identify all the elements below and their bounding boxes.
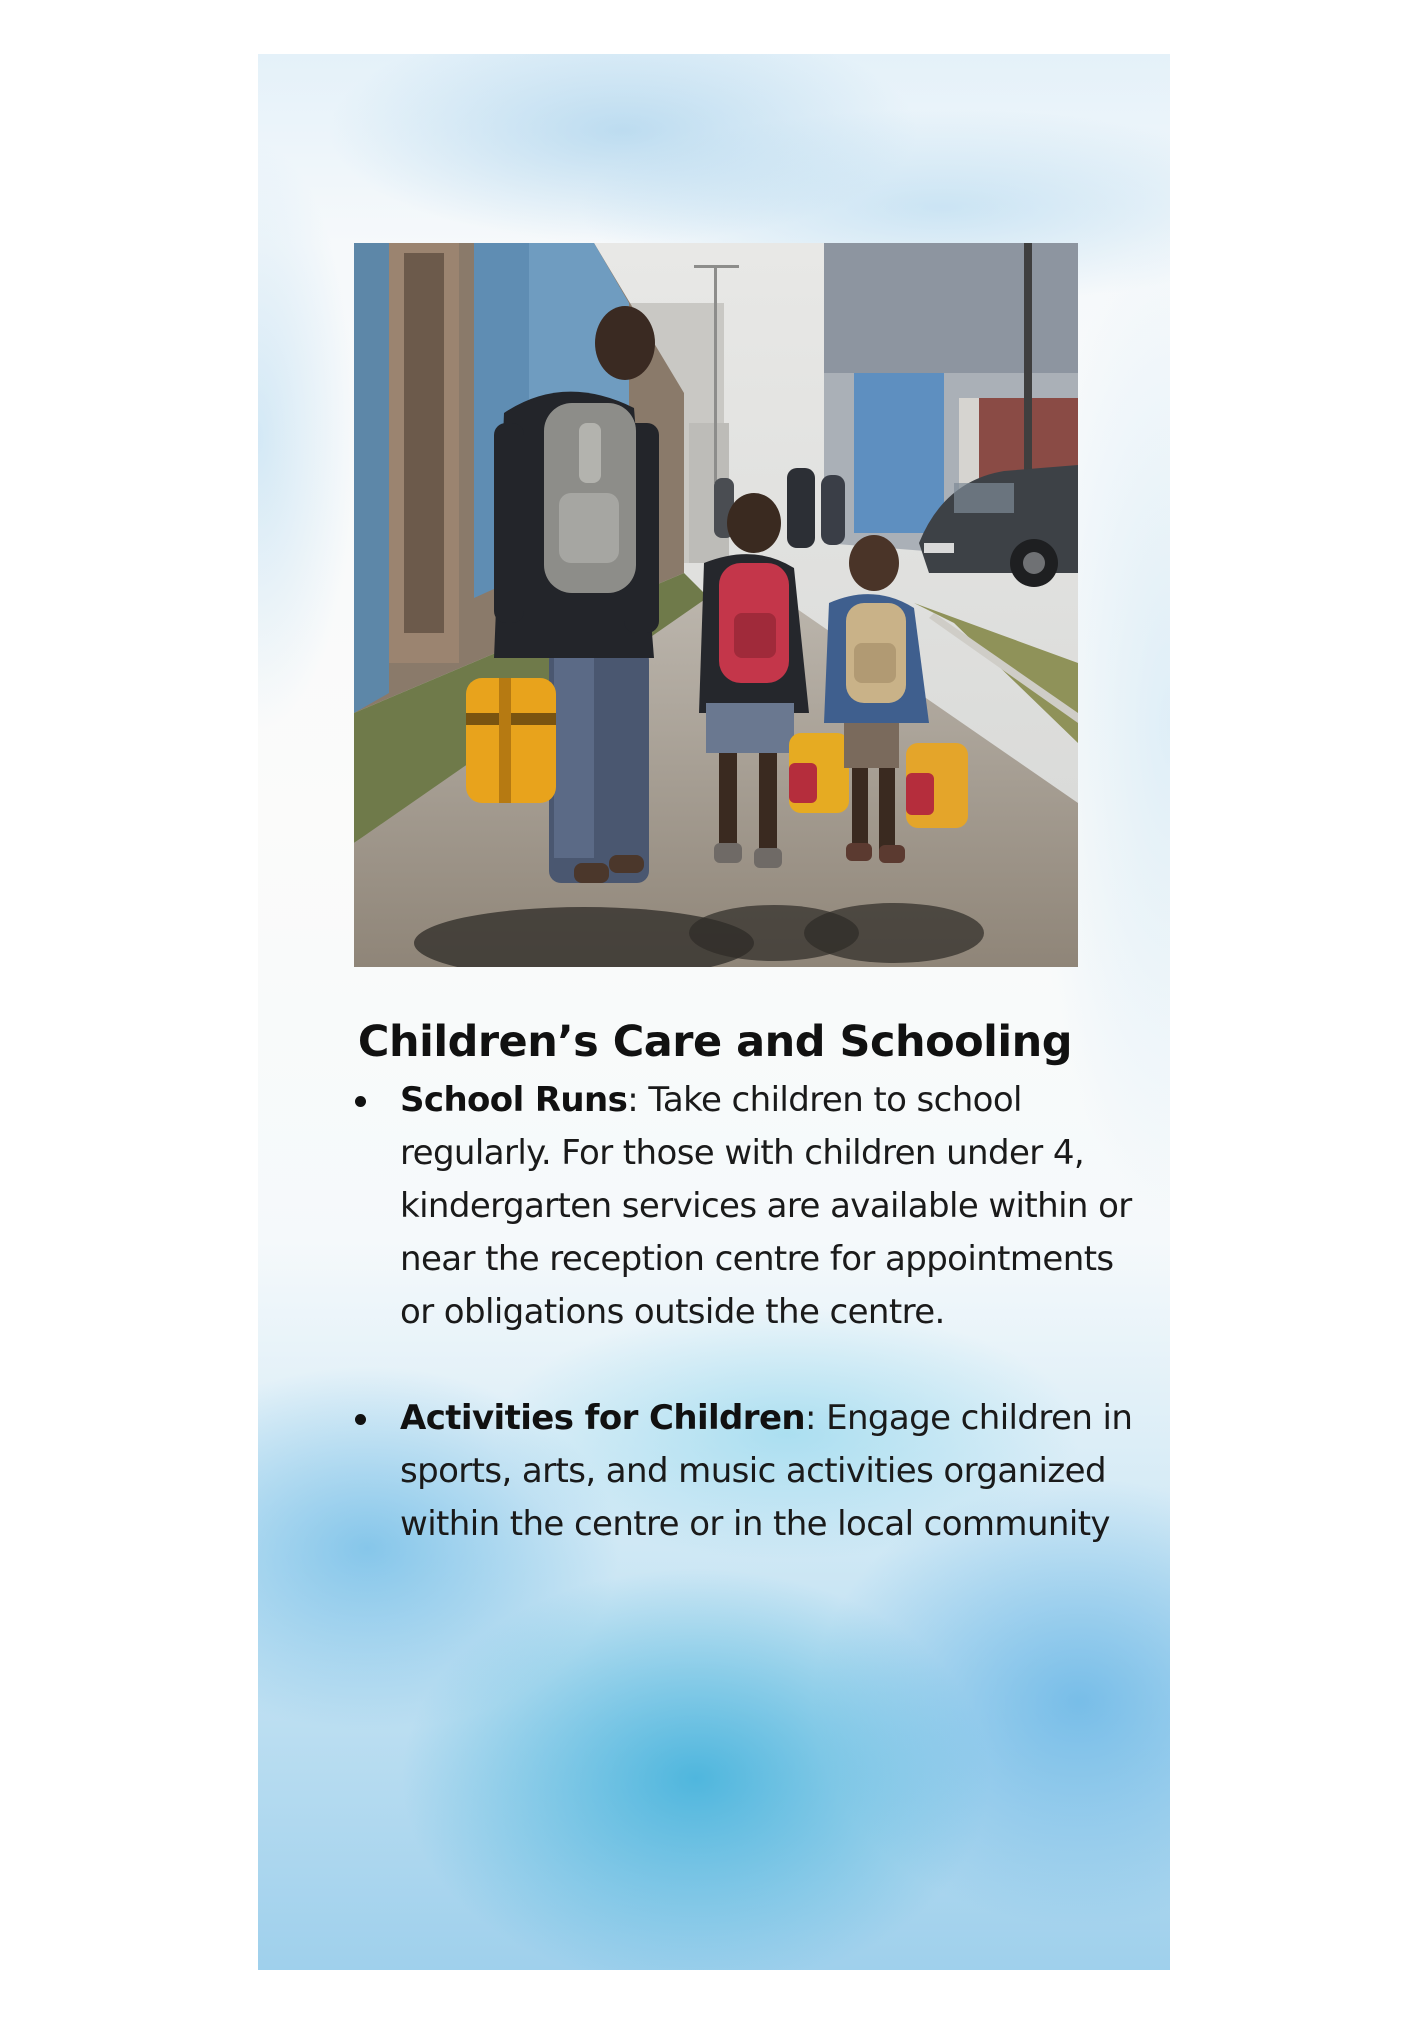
bullet-icon	[355, 1096, 366, 1107]
father-and-children-photo	[354, 243, 1078, 967]
item-heading: Activities for Children	[400, 1398, 806, 1438]
list-item-school-runs	[342, 1074, 1142, 1339]
item-text: : Engage children in sports, arts, and music activities organized within the centre or in the local community	[400, 1398, 1133, 1544]
item-text: : Take children to school regularly. For those with children under 4, kindergarten services are available within or near the reception centre for appointments or obligations outside the centre.	[400, 1080, 1132, 1332]
list-item-activities	[342, 1392, 1142, 1551]
brochure-panel	[258, 54, 1170, 1970]
activity-list	[342, 1074, 1142, 1551]
item-heading: School Runs	[400, 1080, 628, 1120]
bullet-icon	[355, 1414, 366, 1425]
section-title: Children’s Care and Schooling	[357, 1017, 1073, 1067]
